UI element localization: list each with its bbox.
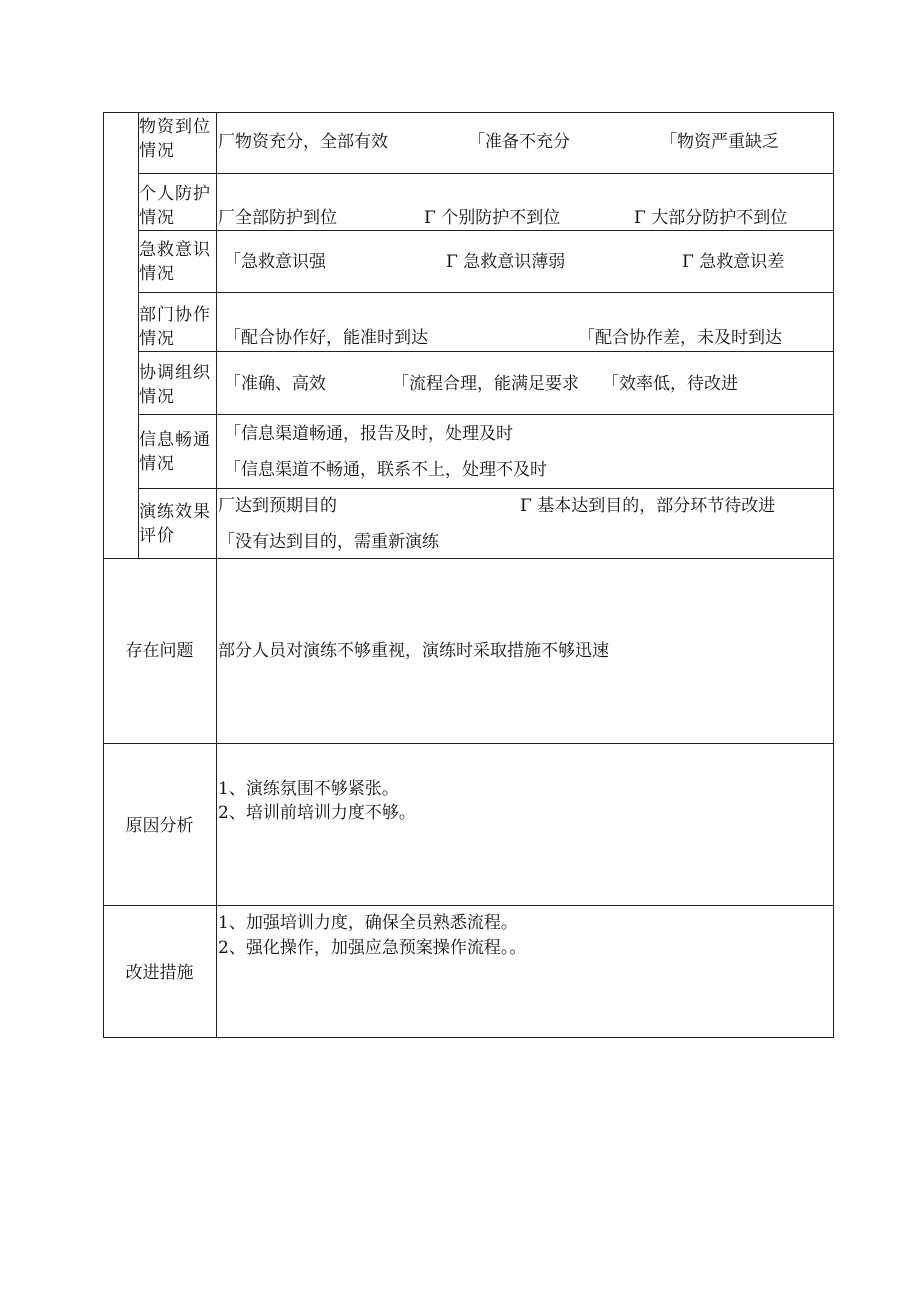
- row-divider: [138, 351, 834, 352]
- option-checkbox[interactable]: Γ 个别防护不到位: [424, 208, 561, 228]
- section-divider: [103, 743, 834, 744]
- option-checkbox[interactable]: Γ 基本达到目的，部分环节待改进: [520, 496, 776, 516]
- option-checkbox[interactable]: 「效率低，待改进: [602, 374, 738, 394]
- option-checkbox[interactable]: 「准确、高效: [224, 374, 326, 394]
- option-checkbox[interactable]: 厂达到预期目的: [218, 496, 337, 516]
- row-divider: [138, 488, 834, 489]
- improvement-line: 1、加强培训力度，确保全员熟悉流程。: [218, 913, 518, 933]
- option-checkbox[interactable]: 「流程合理，能满足要求: [392, 374, 579, 394]
- option-checkbox[interactable]: 「信息渠道畅通，报告及时，处理及时: [224, 424, 513, 444]
- option-checkbox[interactable]: Γ 大部分防护不到位: [634, 208, 788, 228]
- option-checkbox[interactable]: 「配合协作好，能准时到达: [224, 328, 428, 348]
- row-divider: [138, 230, 834, 231]
- criterion-label-protection: 个人防护情况: [139, 184, 211, 228]
- criterion-label-coordination: 协调组织情况: [139, 363, 211, 407]
- option-checkbox[interactable]: 「配合协作差，未及时到达: [578, 328, 782, 348]
- option-checkbox[interactable]: 「没有达到目的，需重新演练: [218, 532, 439, 552]
- criterion-label-supplies: 物资到位情况: [139, 117, 211, 161]
- option-checkbox[interactable]: 「准备不充分: [468, 132, 570, 152]
- cause-line: 1、演练氛围不够紧张。: [218, 779, 399, 799]
- option-checkbox[interactable]: 「信息渠道不畅通，联系不上，处理不及时: [224, 460, 547, 480]
- row-divider: [138, 292, 834, 293]
- section-divider: [103, 558, 834, 559]
- problems-text: 部分人员对演练不够重视，演练时采取措施不够迅速: [218, 641, 609, 661]
- criterion-label-communication: 信息畅通情况: [139, 430, 211, 474]
- section-divider: [103, 905, 834, 906]
- option-checkbox[interactable]: 厂全部防护到位: [218, 208, 337, 228]
- improvements-label: 改进措施: [125, 963, 194, 983]
- criterion-label-cooperation: 部门协作情况: [139, 305, 211, 349]
- option-checkbox[interactable]: 厂物资充分，全部有效: [218, 132, 388, 152]
- causes-label: 原因分析: [125, 816, 194, 836]
- option-checkbox[interactable]: 「物资严重缺乏: [660, 132, 779, 152]
- option-checkbox[interactable]: 「急救意识强: [224, 252, 326, 272]
- row-divider: [138, 173, 834, 174]
- criterion-label-drill-effect: 演练效果评价: [139, 502, 211, 546]
- improvement-line: 2、强化操作，加强应急预案操作流程。。: [218, 938, 527, 958]
- criterion-label-first-aid: 急救意识情况: [139, 240, 211, 284]
- row-divider: [138, 414, 834, 415]
- option-checkbox[interactable]: Γ 急救意识差: [682, 252, 785, 272]
- cause-line: 2、培训前培训力度不够。: [218, 803, 416, 823]
- option-checkbox[interactable]: Γ 急救意识薄弱: [446, 252, 566, 272]
- problems-label: 存在问题: [125, 641, 194, 661]
